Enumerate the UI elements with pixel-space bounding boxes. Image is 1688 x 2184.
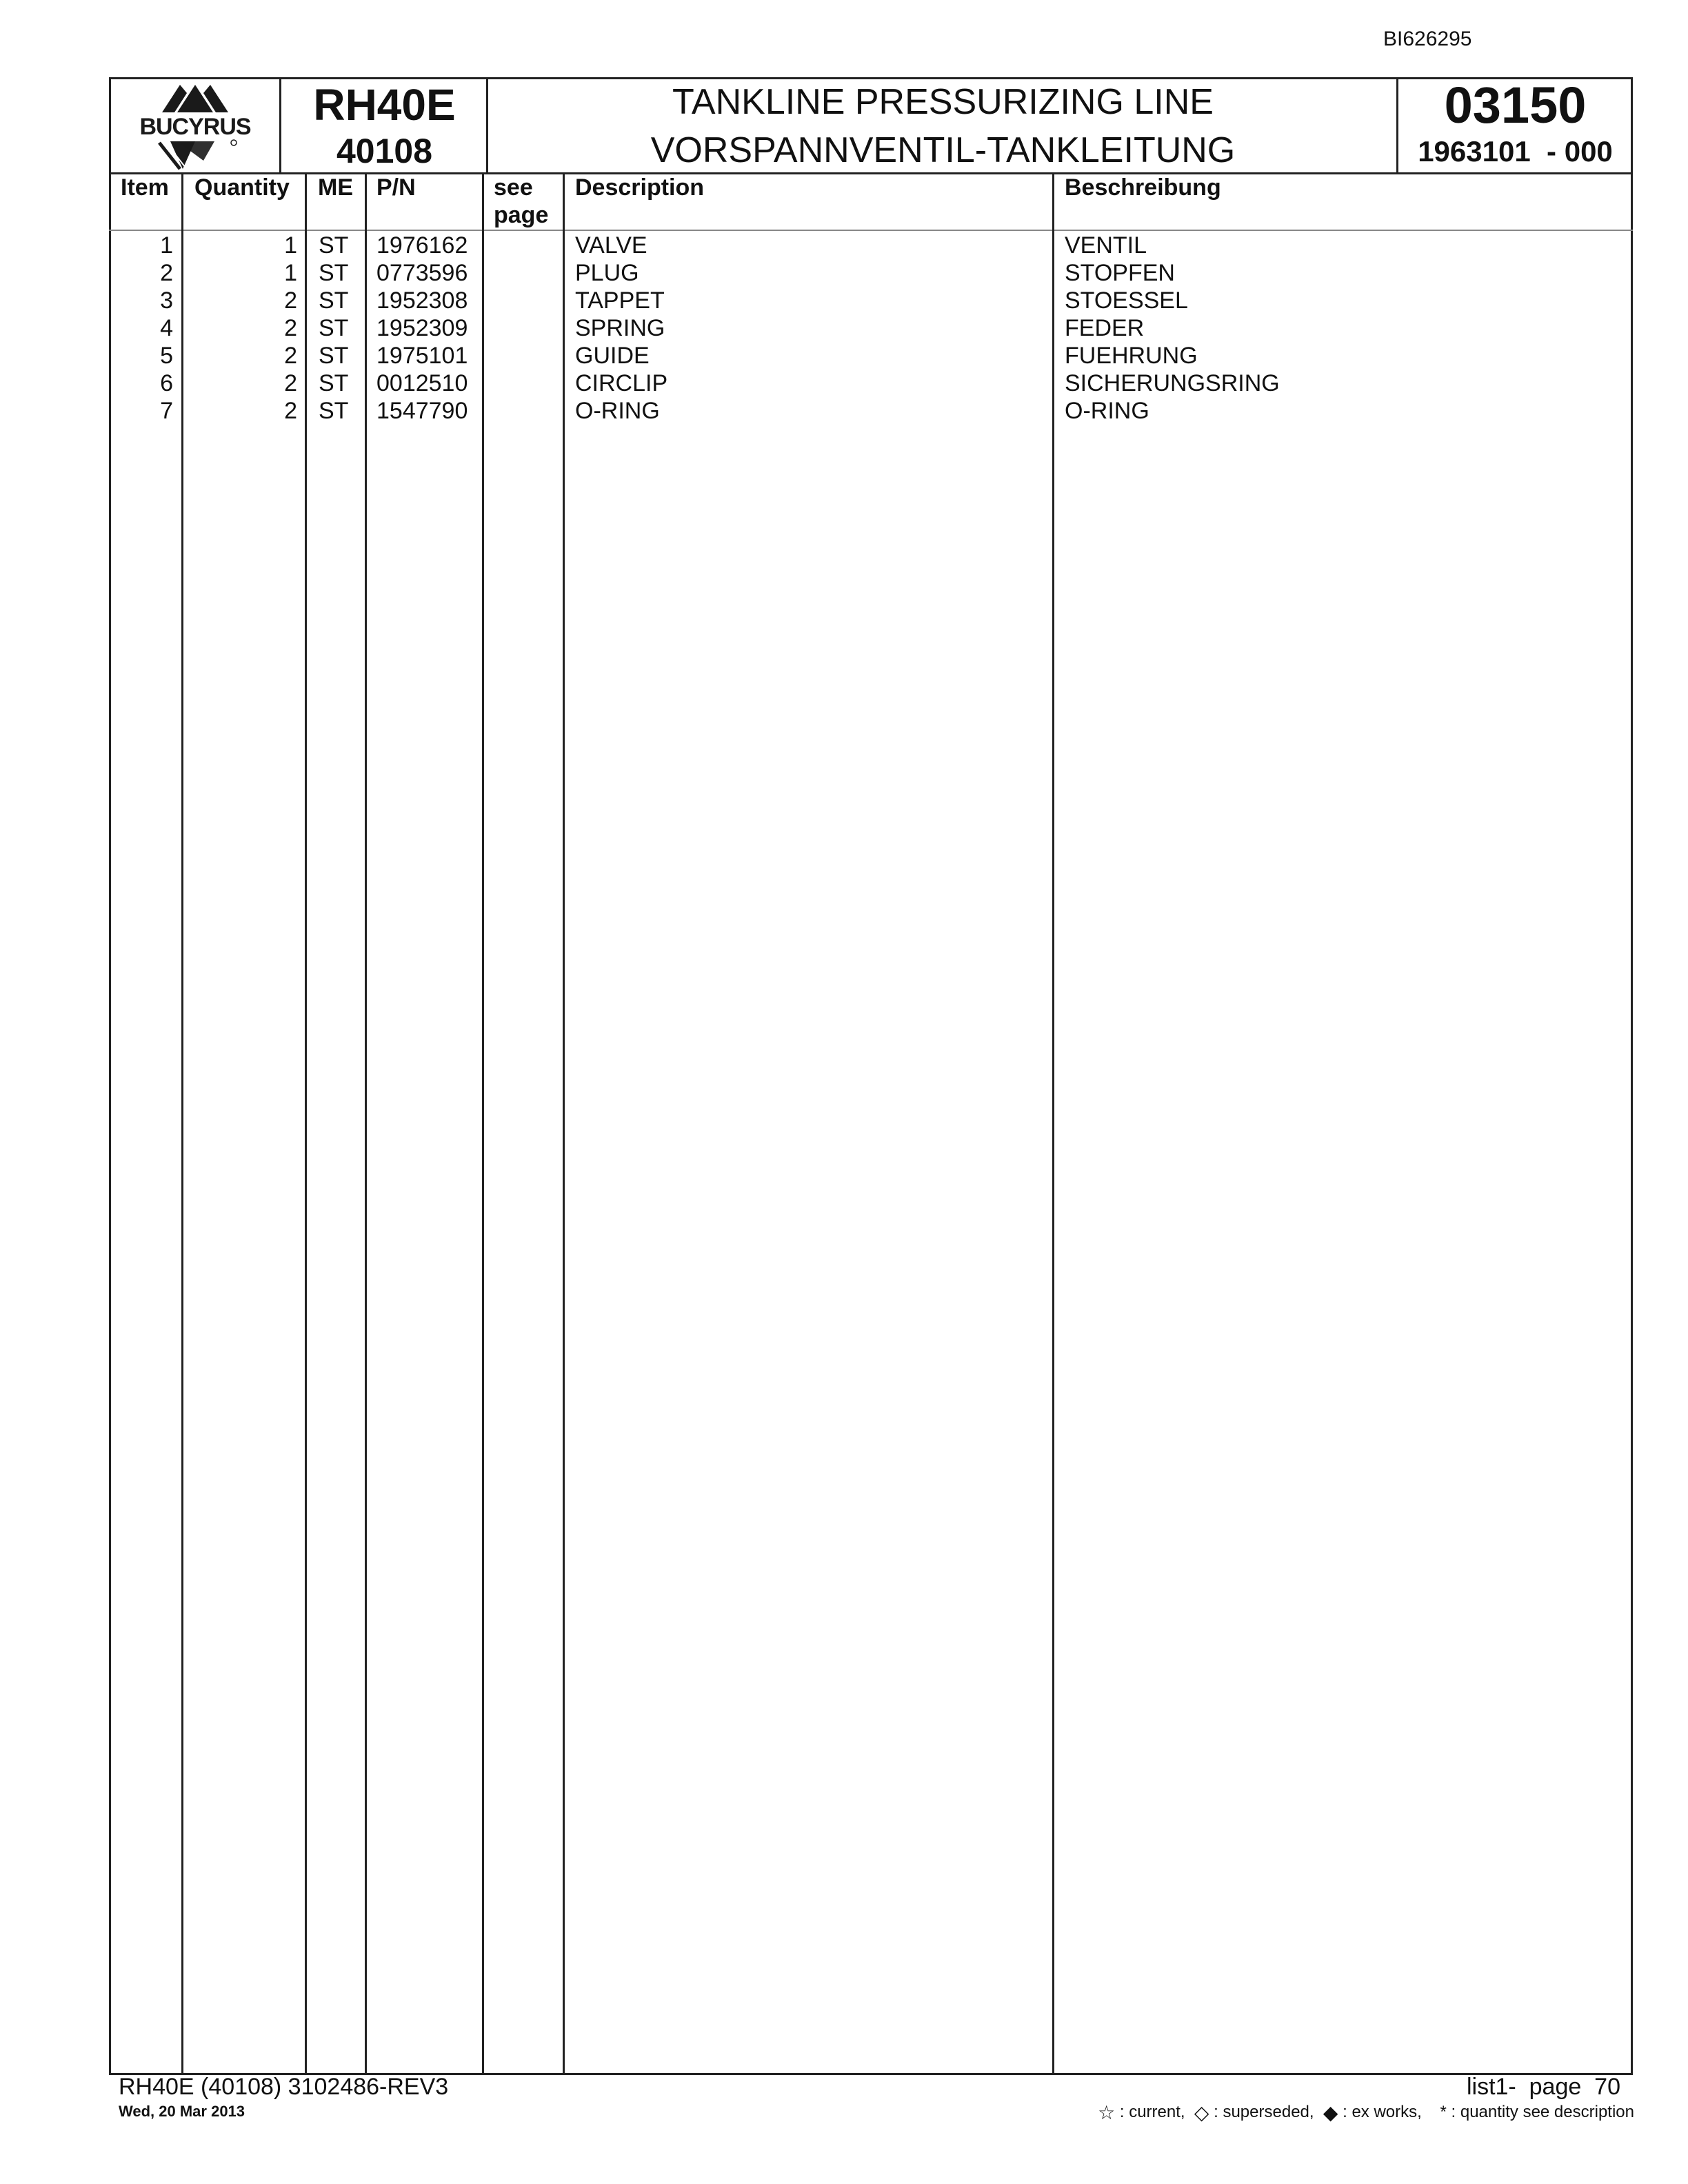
- column-line-description: [1052, 172, 1054, 2075]
- row-pn: 1952309: [376, 315, 468, 341]
- row-me: ST: [319, 398, 349, 424]
- row-pn: 0012510: [376, 370, 468, 396]
- column-header-divider: [109, 230, 1633, 231]
- column-line-item: [181, 172, 183, 2075]
- diamond-filled-icon: ◆: [1323, 2102, 1338, 2123]
- footer-date: Wed, 20 Mar 2013: [119, 2103, 245, 2120]
- column-header-pn: P/N: [376, 174, 416, 201]
- column-header-me: ME: [318, 174, 353, 201]
- row-description: VALVE: [575, 232, 647, 259]
- row-description: GUIDE: [575, 343, 650, 369]
- row-beschreibung: VENTIL: [1065, 232, 1147, 259]
- row-me: ST: [319, 343, 349, 369]
- row-me: ST: [319, 260, 349, 286]
- row-quantity: 1: [284, 260, 297, 286]
- legend-current: : current,: [1119, 2103, 1185, 2121]
- column-header-see: see: [494, 174, 533, 201]
- header-separator-title: [1396, 77, 1398, 174]
- assembly-number: 1963101 - 000: [1418, 135, 1613, 168]
- column-line-quantity: [305, 172, 307, 2075]
- footer-reference: RH40E (40108) 3102486-REV3: [119, 2074, 449, 2100]
- row-description: PLUG: [575, 260, 639, 286]
- row-quantity: 2: [284, 398, 297, 424]
- row-description: O-RING: [575, 398, 660, 424]
- bucyrus-logo: [111, 79, 280, 174]
- row-beschreibung: O-RING: [1065, 398, 1149, 424]
- column-header-quantity: Quantity: [194, 174, 290, 201]
- row-item: 4: [160, 315, 173, 341]
- row-quantity: 2: [284, 343, 297, 369]
- column-line-me: [365, 172, 367, 2075]
- row-item: 1: [160, 232, 173, 259]
- column-header-description: Description: [575, 174, 705, 201]
- row-pn: 1547790: [376, 398, 468, 424]
- row-pn: 0773596: [376, 260, 468, 286]
- row-beschreibung: STOESSEL: [1065, 287, 1188, 314]
- document-id: BI626295: [1383, 28, 1472, 50]
- column-line-pn: [482, 172, 484, 2075]
- column-header-item: Item: [121, 174, 169, 201]
- row-item: 2: [160, 260, 173, 286]
- row-item: 5: [160, 343, 173, 369]
- row-me: ST: [319, 370, 349, 396]
- row-me: ST: [319, 232, 349, 259]
- footer-page-number: list1- page 70: [1466, 2074, 1620, 2100]
- model-number: 40108: [336, 132, 433, 170]
- row-beschreibung: FUEHRUNG: [1065, 343, 1198, 369]
- legend-quantity: * : quantity see description: [1440, 2103, 1634, 2121]
- row-item: 3: [160, 287, 173, 314]
- title-english: TANKLINE PRESSURIZING LINE: [672, 82, 1214, 122]
- column-header-page: page: [494, 202, 549, 228]
- row-beschreibung: FEDER: [1065, 315, 1145, 341]
- group-number: 03150: [1444, 77, 1587, 134]
- logo-wordmark: BUCYRUS: [139, 114, 251, 140]
- row-pn: 1975101: [376, 343, 468, 369]
- row-description: CIRCLIP: [575, 370, 668, 396]
- symbol-legend: [1062, 2101, 1634, 2124]
- row-beschreibung: SICHERUNGSRING: [1065, 370, 1280, 396]
- legend-superseded: : superseded,: [1214, 2103, 1314, 2121]
- legend-exworks: : ex works,: [1343, 2103, 1422, 2121]
- row-description: SPRING: [575, 315, 665, 341]
- row-me: ST: [319, 287, 349, 314]
- row-quantity: 2: [284, 315, 297, 341]
- row-pn: 1952308: [376, 287, 468, 314]
- row-quantity: 1: [284, 232, 297, 259]
- row-pn: 1976162: [376, 232, 468, 259]
- header-separator-model: [486, 77, 488, 174]
- row-item: 6: [160, 370, 173, 396]
- column-header-beschreibung: Beschreibung: [1065, 174, 1221, 201]
- row-description: TAPPET: [575, 287, 665, 314]
- title-german: VORSPANNVENTIL-TANKLEITUNG: [650, 130, 1236, 170]
- row-me: ST: [319, 315, 349, 341]
- column-line-seepage: [563, 172, 565, 2075]
- row-quantity: 2: [284, 287, 297, 314]
- star-outline-icon: ☆: [1098, 2102, 1116, 2123]
- row-item: 7: [160, 398, 173, 424]
- model-name: RH40E: [313, 80, 456, 130]
- row-quantity: 2: [284, 370, 297, 396]
- diamond-outline-icon: ◇: [1194, 2102, 1209, 2123]
- row-beschreibung: STOPFEN: [1065, 260, 1175, 286]
